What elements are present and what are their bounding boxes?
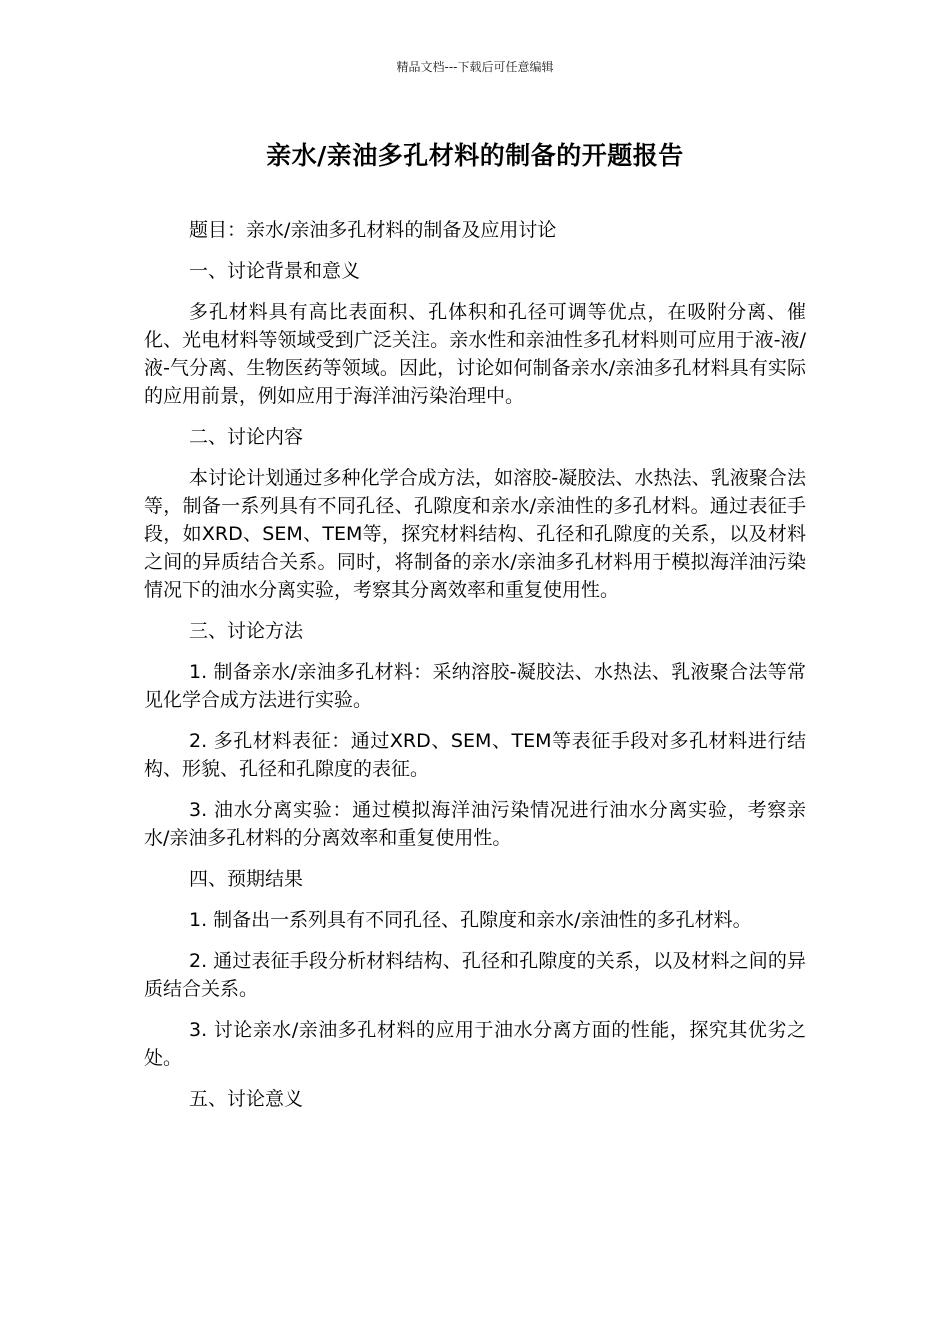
section-heading-significance: 五、讨论意义 [189,1088,304,1110]
section-heading-content: 二、讨论内容 [189,426,304,448]
document-title: 亲水/亲油多孔材料的制备的开题报告 [266,141,684,170]
page-header-note: 精品文档---下载后可任意编辑 [396,60,554,74]
method-item-2: 2. 多孔材料表征：通过XRD、SEM、TEM等表征手段对多孔材料进行结构、形貌、孔径和孔隙度的表征。 [144,730,806,780]
document-body [144,216,806,1126]
result-item-1: 1. 制备出一系列具有不同孔径、孔隙度和亲水/亲油性的多孔材料。 [189,909,752,931]
section-heading-expected-results: 四、预期结果 [189,868,304,890]
method-item-3: 3. 油水分离实验：通过模拟海洋油污染情况进行油水分离实验，考察亲水/亲油多孔材料的分离效率和重复使用性。 [144,799,806,849]
result-item-2: 2. 通过表征手段分析材料结构、孔径和孔隙度的关系，以及材料之间的异质结合关系。 [144,950,806,1000]
result-item-3: 3. 讨论亲水/亲油多孔材料的应用于油水分离方面的性能，探究其优劣之处。 [144,1019,806,1069]
section-heading-methods: 三、讨论方法 [189,620,304,642]
method-item-1: 1. 制备亲水/亲油多孔材料：采纳溶胶-凝胶法、水热法、乳液聚合法等常见化学合成方法进行实验。 [144,661,806,711]
content-paragraph: 本讨论计划通过多种化学合成方法，如溶胶-凝胶法、水热法、乳液聚合法等，制备一系列具有不同孔径、孔隙度和亲水/亲油性的多孔材料。通过表征手段，如XRD、SEM、TEM等，探究材料结构、孔径和孔隙度的关系，以及材料之间的异质结合关系。同时，将制备的亲水/亲油多孔材料用于模拟海洋油污染情况下的油水分离实验，考察其分离效率和重复使用性。 [144,467,806,601]
topic-line: 题目：亲水/亲油多孔材料的制备及应用讨论 [189,219,557,241]
section-heading-background: 一、讨论背景和意义 [189,260,361,282]
background-paragraph: 多孔材料具有高比表面积、孔体积和孔径可调等优点，在吸附分离、催化、光电材料等领域受到广泛关注。亲水性和亲油性多孔材料则可应用于液-液/液-气分离、生物医药等领域。因此，讨论如何制备亲水/亲油多孔材料具有实际的应用前景，例如应用于海洋油污染治理中。 [144,301,806,407]
